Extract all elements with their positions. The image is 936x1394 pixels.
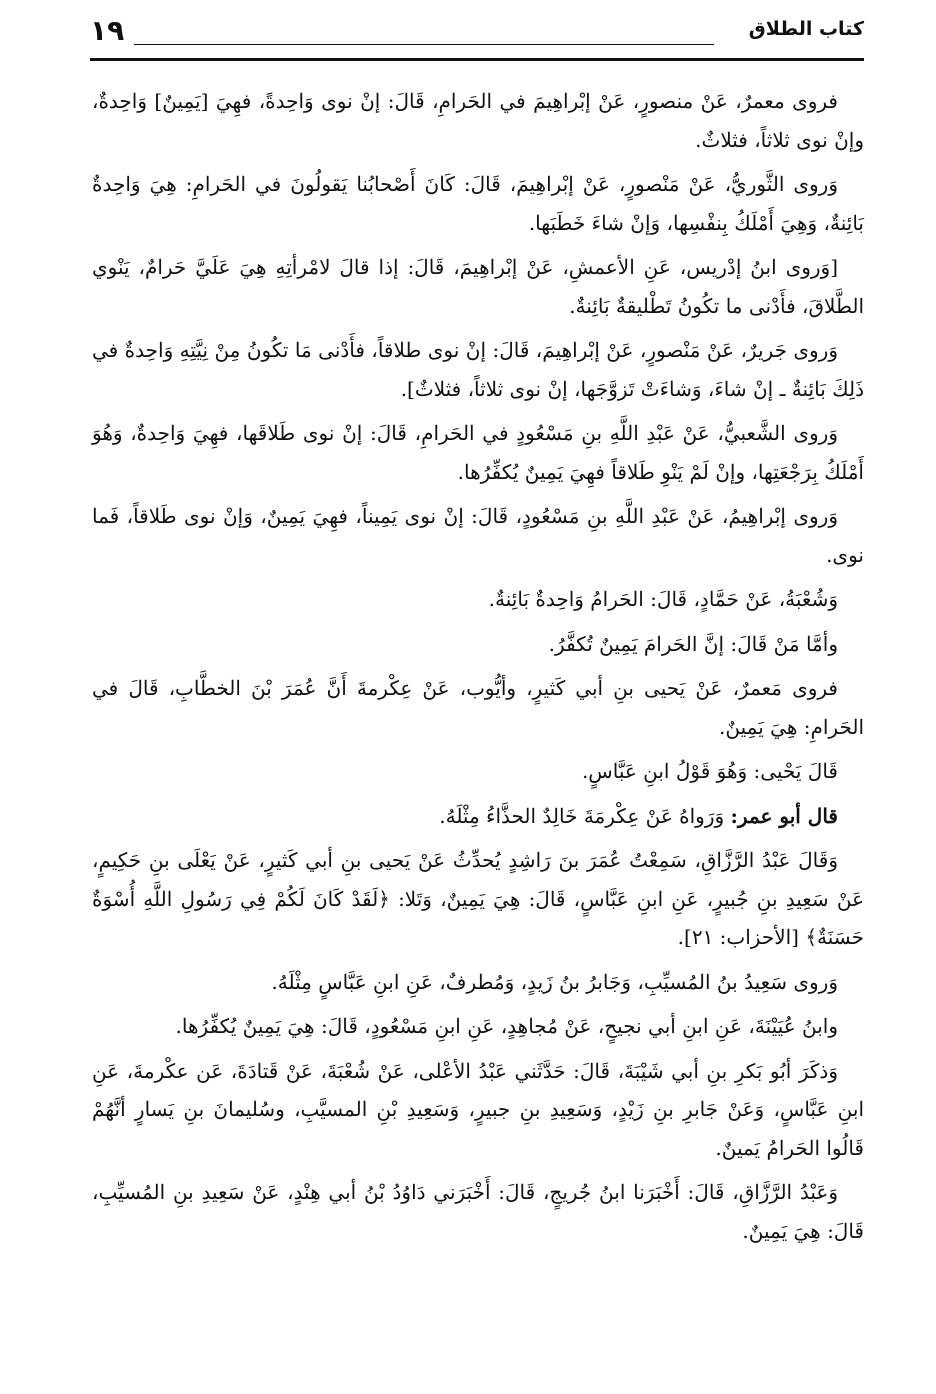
paragraph: وَروى الثَّوريُّ، عَنْ مَنْصورٍ، عَنْ إبْراهِيمَ، قَالَ: كَانَ أَصْحابُنا يَقولُونَ في الحَرامِ: هِيَ وَاحِدةٌ بَائِنةٌ، وَهِيَ أَمْلَكُ بِنفْسِها، وَإنْ شاءَ خَطَبَها.	[92, 172, 864, 235]
paragraph: وَروى جَريرٌ، عَنْ مَنْصورٍ، عَنْ إبْراهِيمَ، قَالَ: إنْ نوى طلاقاً، فأَدْنى مَا تكُونُ مِنْ نِيَّتِهِ وَاحِدةٌ في ذَلِكَ بَائِنةٌ ـ إنْ شاءَ، وَشاءَتْ تَزوَّجَها، إنْ نوى ثلاثاً، فثلاثٌ].	[92, 338, 864, 401]
paragraph: وَشُعْبَةُ، عَنْ حَمَّادٍ، قَالَ: الحَرامُ وَاحِدةٌ بَائِنةٌ.	[488, 587, 838, 611]
chapter-title: كتاب الطلاق	[748, 18, 864, 40]
paragraph: [وَروى ابنُ إدْريس، عَنِ الأعمشِ، عَنْ إبْراهِيمَ، قَالَ: إذا قالَ لامْرأتِهِ هِيَ عَلَيَّ حَرامٌ، يَنْوي الطَّلاقَ، فأَدْنى ما تكُونُ تَطْليقةٌ بَائِنةٌ.	[92, 255, 864, 318]
header-rule	[90, 58, 864, 61]
paragraph: وَقَالَ عَبْدُ الرَّزَّاقِ، سَمِعْتُ عُمَرَ بنَ رَاشِدٍ يُحدِّثُ عَنْ يَحيى بنِ أبي كَثيرٍ، عَنْ يَعْلَى بنِ حَكِيمٍ، عَنْ سَعِيدِ بنِ جُبيرٍ، عَنِ ابنِ عَبَّاسٍ، قَالَ: هِيَ يَمِينٌ، وَتَلا: ﴿لَقَدْ كَانَ لَكُمْ فِي رَسُولِ اللَّهِ أُسْوَةٌ حَسَنَةٌ﴾ [الأحزاب: ٢١].	[92, 848, 865, 949]
header-thin-rule	[134, 44, 714, 45]
abu-umar-paragraph	[92, 797, 864, 836]
page-header	[90, 14, 864, 60]
paragraph: وَذكَرَ أبُو بَكرِ بنِ أبي شَيْبَةَ، قَالَ: حَدَّثَني عَبْدُ الأعْلى، عَنْ شُعْبَةَ، عَنْ قَتادَةَ، عَن عكْرمةَ، عَنِ ابنِ عَبَّاسٍ، وَعَنْ جَابرِ بنِ زَيْدٍ، وَسَعِيدِ بنِ جبيرٍ، وَسَعِيدِ بْنِ المسيَّبِ، وسُليمانَ بنِ يَسارٍ أنَّهُمْ قَالُوا الحَرامُ يَمينٌ.	[92, 1058, 864, 1160]
page-number: ١٩	[90, 14, 125, 47]
paragraph: وأمَّا مَنْ قَالَ: إنَّ الحَرامَ يَمِينٌ تُكفَّرُ.	[548, 631, 838, 656]
paragraph: فروى مَعمرٌ، عَنْ يَحيى بنِ أبي كَثيرٍ، وأيُّوب، عَنْ عِكْرمةَ أَنَّ عُمَرَ بْنَ الخطَّابِ، قَالَ في الحَرامِ: هِيَ يَمِينٌ.	[92, 676, 864, 739]
paragraph: فروى معمرٌ، عَنْ منصورٍ، عَنْ إبْراهِيمَ في الحَرامِ، قَالَ: إنْ نوى وَاحِدةً، فهِيَ [يَمِينٌ] وَاحِدةٌ، وإنْ نوى ثلاثاً، فثلاثٌ.	[92, 89, 864, 152]
paragraph: وَروى إبْراهِيمُ، عَنْ عَبْدِ اللَّهِ بنِ مَسْعُودٍ، قَالَ: إنْ نوى يَمِيناً، فهِيَ يَمِينٌ، وَإنْ نوى طَلاقاً، فَما نوى.	[92, 504, 864, 567]
abu-umar-label: قال أبو عمر:	[730, 803, 838, 828]
abu-umar-text: وَرَواهُ عَنْ عِكْرمَةَ خَالِدٌ الحذَّاءُ مِثْلَهُ.	[439, 803, 725, 828]
paragraph: وَروى الشَّعبيُّ، عَنْ عَبْدِ اللَّهِ بنِ مَسْعُودٍ في الحَرامِ، قَالَ: إنْ نوى طَلاقَها، فهِيَ وَاحِدةٌ، وَهُوَ أَمْلَكُ بِرَجْعَتِها، وإنْ لَمْ يَنْوِ طَلاقاً فهِيَ يَمِينٌ يُكفِّرُها.	[92, 421, 864, 484]
paragraph: وَعَبْدُ الرَّزَّاقِ، قَالَ: أَخْبَرَنا ابنُ جُريجٍ، قَالَ: أَخْبَرَني دَاوُدُ بْنُ أبي هِنْدٍ، عَنْ سَعِيدِ بنِ المُسيِّبِ، قَالَ: هِيَ يَمِينٌ.	[92, 1180, 864, 1243]
paragraph: قَالَ يَحْيى: وَهُوَ قَوْلُ ابنِ عَبَّاسٍ.	[581, 759, 838, 783]
page-body	[92, 82, 864, 1256]
paragraph: وابنُ عُيَيْنَةَ، عَنِ ابنِ أبي نجيحٍ، عَنْ مُجاهِدٍ، عَنِ ابنِ مَسْعُودٍ، قَالَ: هِيَ يَمِينٌ يُكفِّرُها.	[175, 1014, 838, 1038]
paragraph: وَروى سَعِيدُ بنُ المُسيِّبِ، وَجَابرُ بنُ زَيدٍ، وَمُطرفٌ، عَنِ ابنِ عَبَّاسٍ مِثْلَهُ.	[271, 969, 838, 994]
